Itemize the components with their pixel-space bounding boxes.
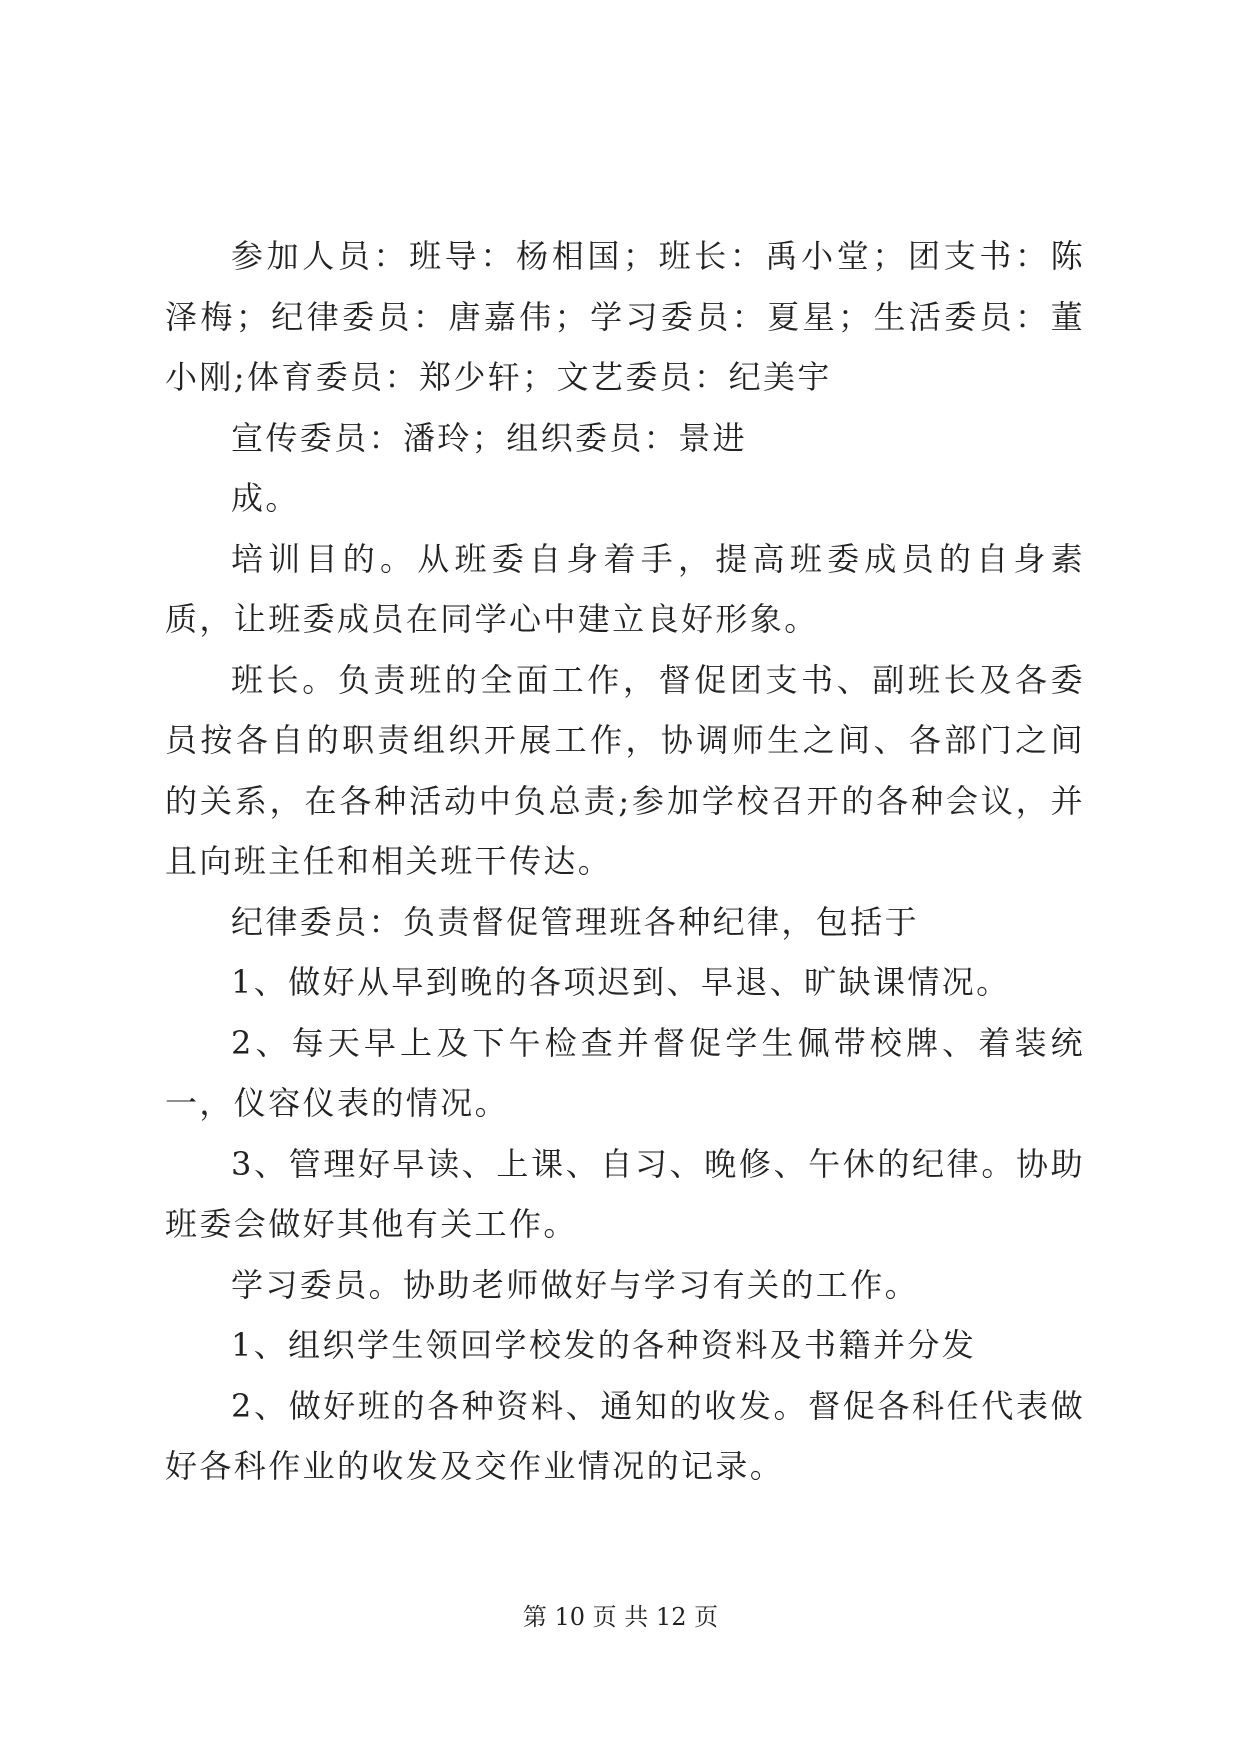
paragraph-fragment: 成。 (231, 479, 300, 517)
list-item: 1、组织学生领回学校发的各种资料及书籍并分发 (231, 1326, 977, 1364)
paragraph-monitor-duties: 班长。负责班的全面工作，督促团支书、副班长及各委员按各自的职责组织开展工作，协调师生之间、各部门之间的关系，在各种活动中负总责;参加学校召开的各种会议，并且向班主任和相关班干传达。 (165, 660, 1085, 880)
paragraph-discipline-committee: 纪律委员：负责督促管理班各种纪律，包括于 (231, 902, 920, 941)
page-footer: 第 10 页 共 12 页 (522, 1603, 719, 1631)
list-item: 2、每天早上及下午检查并督促学生佩带校牌、着装统一，仪容仪表的情况。 (165, 1023, 1085, 1122)
list-item: 3、管理好早读、上课、自习、晚修、午休的纪律。协助班委会做好其他有关工作。 (165, 1144, 1085, 1243)
paragraph-attendees-continued: 宣传委员：潘玲；组织委员：景进 (231, 418, 748, 457)
list-item: 2、做好班的各种资料、通知的收发。督促各科任代表做好各科作业的收发及交作业情况的记录。 (165, 1386, 1085, 1485)
paragraph-attendees: 参加人员：班导：杨相国；班长：禹小堂；团支书：陈泽梅；纪律委员：唐嘉伟；学习委员：夏星；生活委员：董小刚;体育委员：郑少轩；文艺委员：纪美宇 (165, 237, 1085, 396)
paragraph-study-committee: 学习委员。协助老师做好与学习有关的工作。 (231, 1265, 920, 1304)
paragraph-training-goal: 培训目的。从班委自身着手，提高班委成员的自身素质，让班委成员在同学心中建立良好形象。 (165, 539, 1085, 638)
document-body (165, 226, 1085, 1497)
list-item: 1、做好从早到晚的各项迟到、早退、旷缺课情况。 (231, 963, 1011, 1001)
